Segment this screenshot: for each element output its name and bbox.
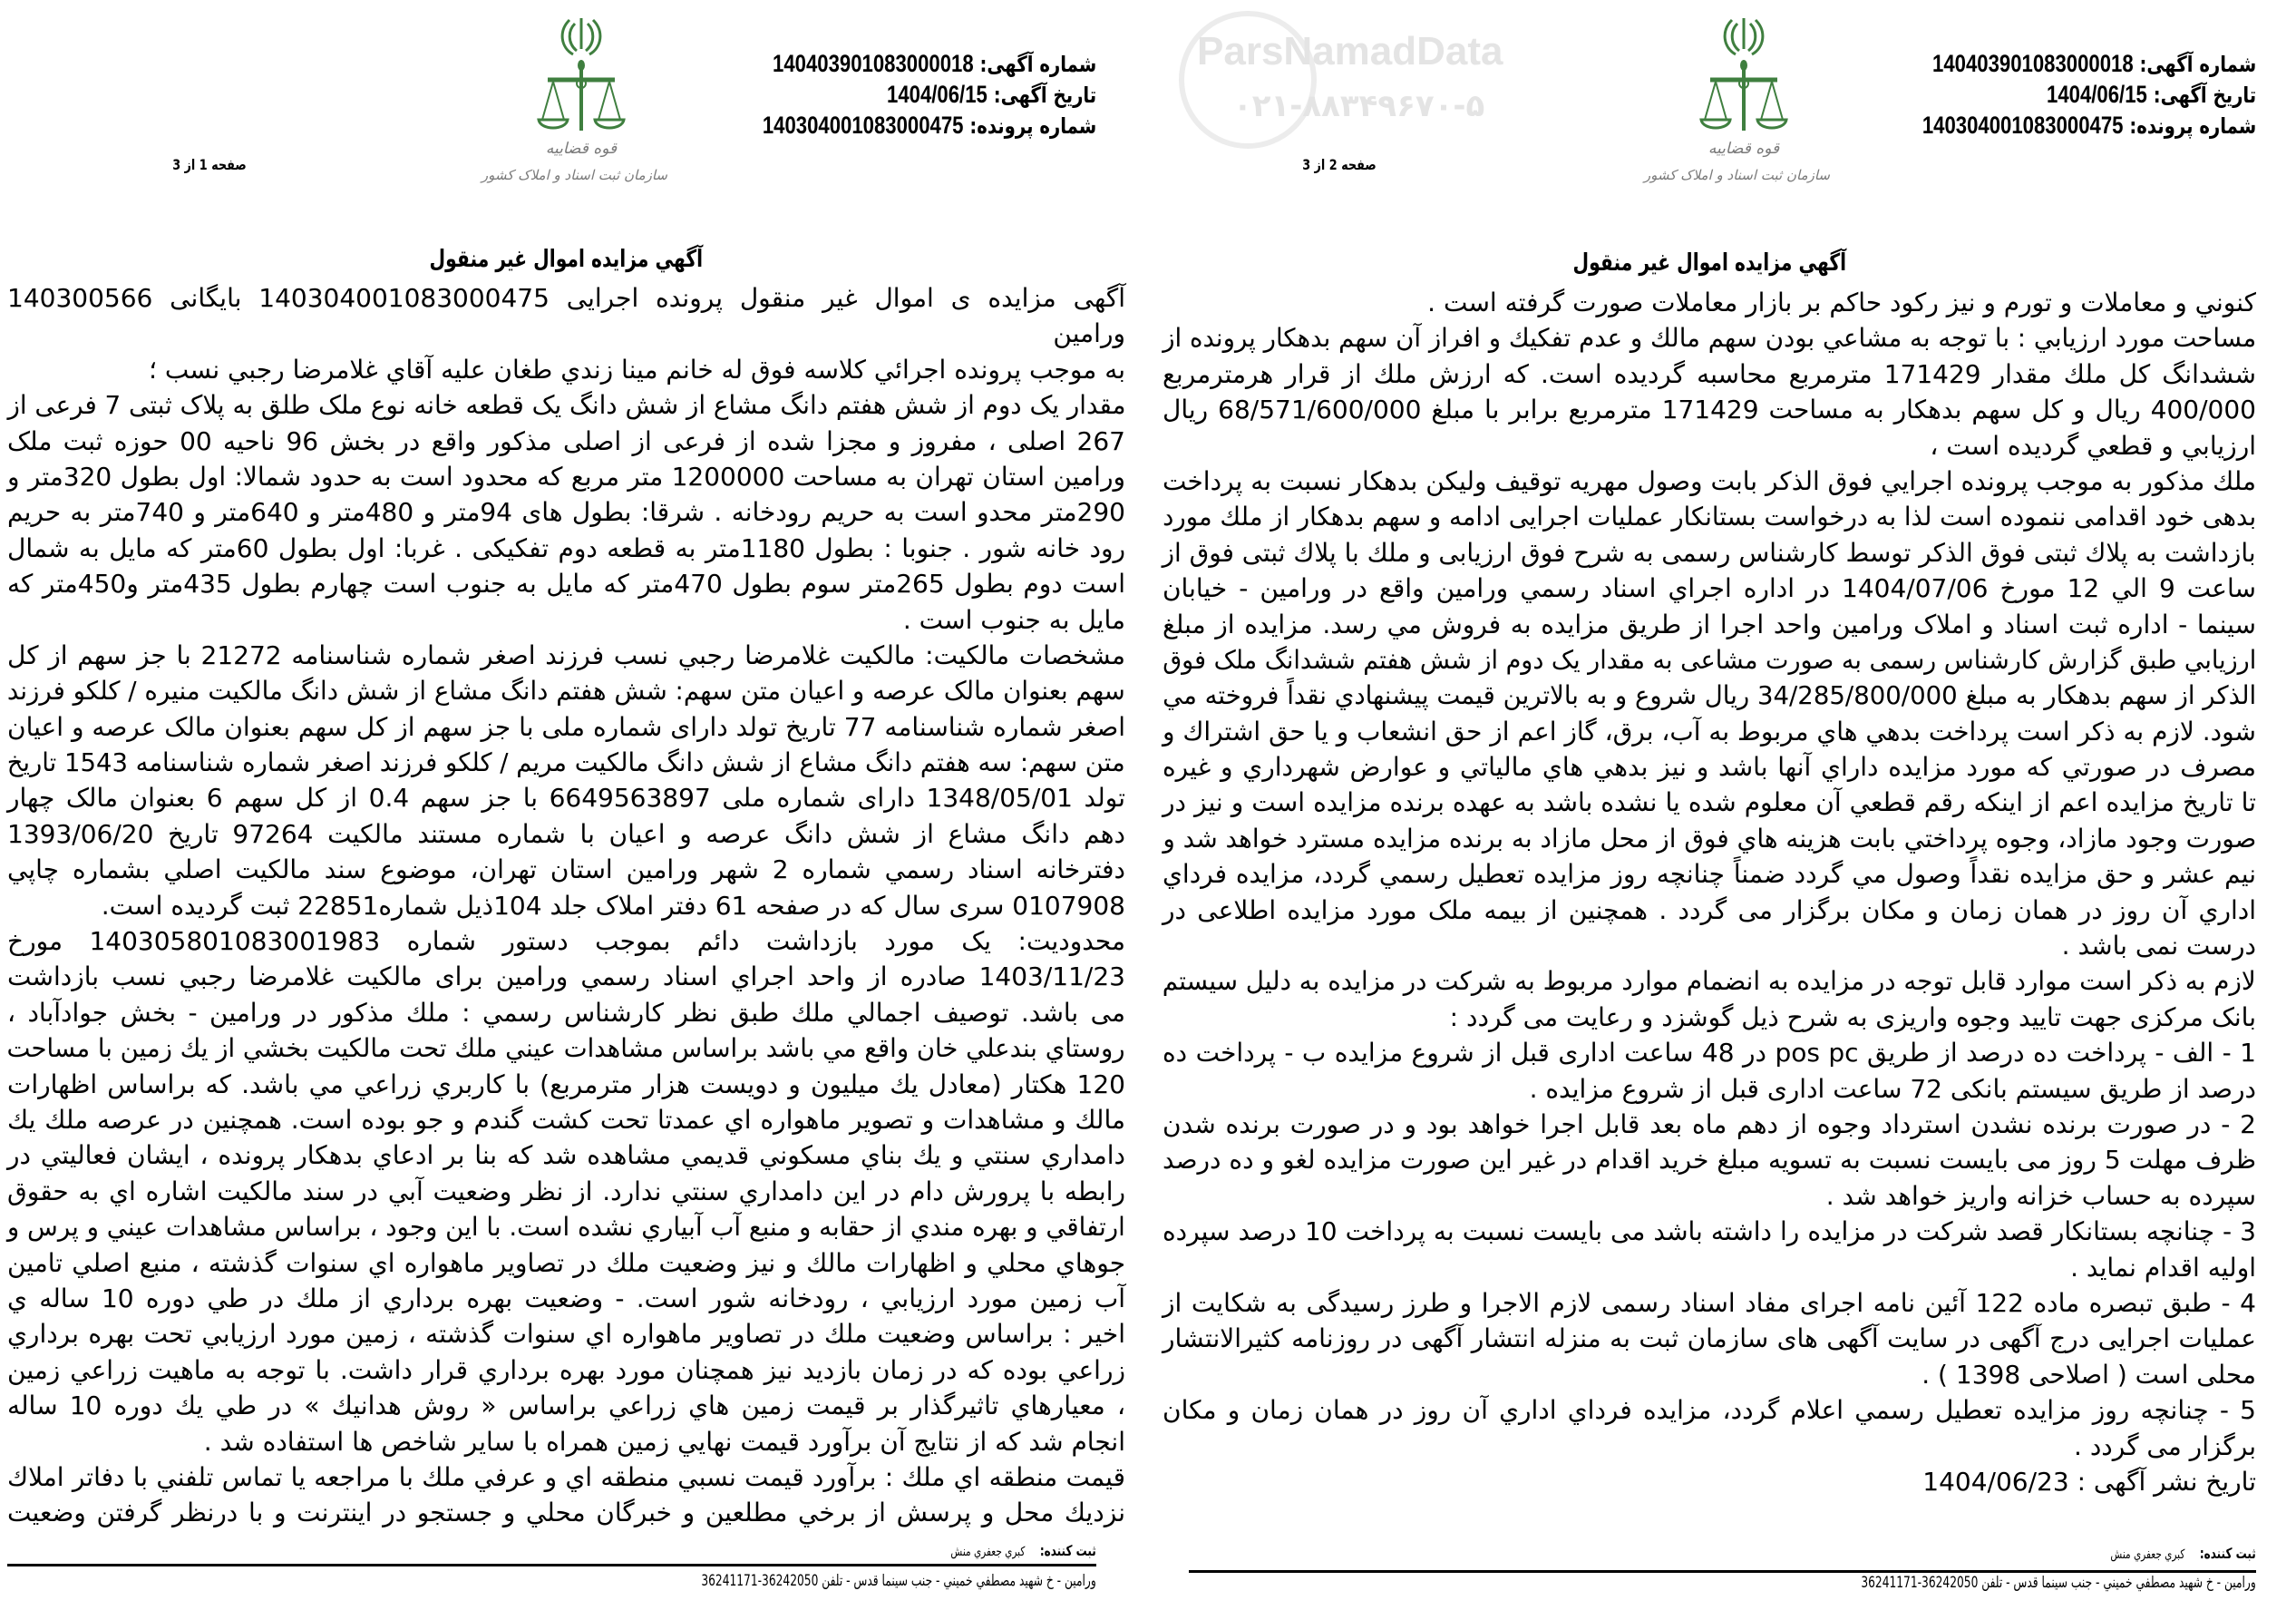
text-line <box>7 494 1125 530</box>
text-line-content: سپرده به حساب خزانه واريز خواهد شد . <box>1825 1180 2256 1211</box>
text-line-content: 3 - چنانچه بستانكار قصد شركت در مزايده را داشته باشد می بايست نسبت به پرداخت 10 درصد سپرده <box>1163 1216 2256 1247</box>
footer-divider <box>7 1564 1096 1566</box>
text-line-content: درست نمی باشد . <box>2061 931 2256 961</box>
text-line-content: تا تاريخ مزايده اعم از اينكه رقم قطعي آن معلوم شده يا نشده باشد به عهده برنده مزايده است و نيز در <box>1163 787 2256 818</box>
text-line-content: ششدانگ كل ملك مقدار 171429 مترمربع محاسبه گرديده است. كه ارزش ملك از قرار هرمترمربع <box>1163 358 2256 389</box>
case-number-label: شماره پرونده: <box>2129 113 2256 139</box>
logo-text-judiciary: قوه قضاییه <box>1707 140 1780 158</box>
text-line <box>1163 749 2256 785</box>
text-line-content: 2 - در صورت برنده نشدن استرداد وجوه از دهم ماه بعد قابل اجرا خواهد بود و در صورت برنده شدن <box>1163 1108 2256 1139</box>
text-line <box>1163 607 2256 642</box>
text-line-content: می باشد. توصيف اجمالي ملك طبق نظر كارشناس رسمي : ملك مذكور در ورامين - بخش جوادآباد ، <box>7 997 1125 1028</box>
page-number: صفحه 1 از 3 <box>172 156 247 173</box>
case-number-label: شماره پرونده: <box>969 113 1096 139</box>
text-line <box>1163 678 2256 713</box>
text-line <box>1163 1142 2256 1177</box>
text-line <box>1163 714 2256 749</box>
text-line-content: كنوني و معاملات و تورم و نيز ركود حاكم بر بازار معاملات صورت گرفته است . <box>1427 288 2256 317</box>
text-line-content: اوليه اقدام نمايد . <box>2070 1252 2256 1283</box>
text-line-content: به موجب پرونده اجرائي كلاسه فوق له خانم مينا زندي طغان عليه آقاي غلامرضا رجبي نسب ؛ <box>149 354 1125 385</box>
text-line-content: سهم بعنوان مالک عرصه و اعیان متن سهم: شش هفتم دانگ مشاع از شش دانگ مالکیت منیره / کلکو فرزند <box>7 676 1125 707</box>
logo-text-registration-org: سازمان ثبت اسناد و املاک کشور <box>1643 167 1830 183</box>
text-line-content: بدهی خود اقدامی ننموده است لذا به درخواست بستانكار عمليات اجرايی ادامه و سهم بدهكار از ملك مورد <box>1163 502 2256 532</box>
text-line-content: ارتفاقي و بهره مندي از حقابه و منبع آب آبياري نشده است. با اين وجود ، براساس مشاهدات عيني و پرس و <box>7 1212 1125 1243</box>
notice-body <box>7 280 1125 1531</box>
text-line-content: محدودیت: یک مورد بازداشت دائم بموجب دستور شماره 140305801083001983 مورخ <box>7 926 1125 957</box>
text-line <box>7 352 1125 387</box>
text-line <box>1163 928 2256 963</box>
text-line <box>1163 428 2256 464</box>
page-2 <box>1148 0 2296 1620</box>
text-line-content: نيم عشر و حق مزايده نقداً وصول مي گردد ضمناً چنانچه روز مزايده تعطيل رسمي گردد، مزايده فرداي <box>1163 859 2256 890</box>
text-line-content: مالك و مشاهدات و تصوير ماهواره اي عمدتا تحت كشت گندم و جو بوده است. همچنين در عرصه ملك يك <box>7 1104 1125 1135</box>
text-line <box>7 1137 1125 1173</box>
logo-text-judiciary: قوه قضاییه <box>545 140 618 158</box>
judiciary-logo <box>481 13 667 203</box>
notice-title <box>7 241 1125 278</box>
text-line <box>1163 320 2256 356</box>
text-line <box>1163 1392 2256 1428</box>
text-line <box>1163 1107 2256 1142</box>
text-line <box>7 316 1125 351</box>
scales-of-justice-icon <box>1658 13 1830 140</box>
text-line <box>7 280 1125 316</box>
text-line-content: ورامین استان تهران به مساحت 1200000 متر مربع که محدود است به حدود شمالا: اول بطول 320متر و <box>7 461 1125 492</box>
text-line-content: متن سهم: سه هفتم دانگ مشاع از شش دانگ مالکیت مریم / کلکو فرزند اصغر شماره شناسنامه 1543 تاریخ <box>7 747 1126 778</box>
text-line <box>1163 963 2256 999</box>
footer-divider <box>1189 1570 2256 1573</box>
text-line-content: دهم دانگ مشاع از شش دانگ عرصه و اعیان با شماره مستند مالکیت 97264 تاریخ 1393/06/20 <box>7 818 1125 849</box>
text-line <box>1163 1035 2256 1070</box>
watermark-phone: ۰۲۱-۸۸۳۴۹۶۷۰-۵ <box>1233 88 1485 124</box>
text-line <box>1163 499 2256 534</box>
text-line-content: عمليات اجرايی درج آگهی در سايت آگهی های سازمان ثبت به منزله انتشار آگهی در روزنامه كثيرالانتشار <box>1163 1323 2256 1354</box>
notice-date-label: تاریخ آگهی: <box>993 83 1096 108</box>
text-line <box>1163 571 2256 606</box>
text-line <box>7 531 1125 566</box>
text-line-content: لازم به ذكر است موارد قابل توجه در مزايده به انضمام موارد مربوط به شركت در مزايده به دليل سيستم <box>1163 966 2256 997</box>
notice-date-label: تاریخ آگهی: <box>2153 83 2256 108</box>
text-line <box>7 1495 1125 1530</box>
watermark-brand: ParsNamadData <box>1197 29 1503 73</box>
notice-title <box>1163 245 2256 281</box>
text-line-content: تولد 1348/05/01 دارای شماره ملی 6649563897 با جز سهم 0.4 از کل سهم 6 بعنوان مالک چهار <box>7 783 1125 814</box>
text-line <box>7 1245 1125 1281</box>
text-line <box>1163 356 2256 392</box>
case-number-value: 140304001083000475 <box>1921 112 2124 139</box>
text-line-content: تاريخ نشر آگهی : 1404/06/23 <box>1922 1466 2256 1497</box>
text-line <box>1163 1000 2256 1035</box>
text-line <box>7 638 1125 673</box>
text-line-content: زراعي بوده كه در زمان بازديد نيز همچنان مورد بهره برداري قرار داشت. با توجه به ماهيت زراعي زمين <box>7 1354 1125 1385</box>
notice-body <box>1163 285 2256 1499</box>
judiciary-logo <box>1643 13 1830 203</box>
text-line-content: است دوم بطول 265متر سوم بطول 470متر که مایل به جنوب است چهارم بطول 435متر و450متر که <box>6 569 1125 600</box>
text-line-content: محلی است ( اصلاحی 1398 ) . <box>1921 1359 2256 1390</box>
text-line-content: 1403/11/23 صادره از واحد اجراي اسناد رسمي ورامين برای مالكيت غلامرضا رجبي نسب بازداشت <box>7 961 1125 992</box>
text-line-content: نزديك محل و پرسش از برخي مطلعين و خبرگان محلي و جستجو در اينترنت و با درنظر گرفتن وضعيت <box>7 1498 1125 1528</box>
text-line <box>7 1459 1125 1495</box>
text-line-content: دفترخانه اسناد رسمي شماره 2 شهر ورامين استان تهران، موضوع سند مالكيت اصلي بشماره چاپي <box>7 854 1125 885</box>
text-line-content: مایل به جنوب است . <box>902 604 1125 635</box>
text-line-content: رابطه با پرورش دام در اين دامداري سنتي ندارد. از نظر وضعيت آبي در سند مالكيت اشاره اي به حقوق <box>7 1176 1125 1206</box>
text-line <box>7 1030 1125 1066</box>
text-line <box>1163 785 2256 820</box>
text-line <box>7 959 1125 994</box>
text-line-content: صورت وجود مازاد، وجوه پرداختي بابت هزينه هاي فوق از محل مازاد به برنده مزايده مسترد خواهد شد و <box>1163 823 2256 854</box>
text-line-content: اصغر شماره شناسنامه 77 تاریخ تولد دارای شماره ملی با جز سهم از کل سهم بعنوان مالک عرصه و اعیان <box>7 711 1125 742</box>
notice-number-row <box>1922 48 2256 79</box>
text-line <box>1163 1178 2256 1214</box>
notice-number-label: شماره آگهی: <box>2139 52 2256 77</box>
text-line <box>1163 392 2256 427</box>
text-line-content: سينما - اداره ثبت اسناد و املاک ورامين واحد اجرا از طريق مزايده به فروش مي رسد. مزايده از مبلغ <box>1163 609 2256 639</box>
registrar <box>2111 1545 2256 1562</box>
text-line-content: مساحت مورد ارزيابي : با توجه به مشاعي بودن سهم مالك و عدم تفكيك و افراز آن سهم بدهكار پرونده از <box>1163 323 2256 354</box>
text-line <box>7 566 1125 601</box>
text-line-content: شود. لازم به ذكر است پرداخت بدهي هاي مربوط به آب، برق، گاز اعم از حق انشعاب و يا حق اشتراك و <box>1163 716 2256 747</box>
text-line <box>1163 1285 2256 1321</box>
scales-of-justice-icon <box>495 13 667 140</box>
text-line-content: ارزيابي و قطعي گرديده است ، <box>1930 430 2256 461</box>
text-line <box>7 816 1125 852</box>
text-line <box>1163 821 2256 856</box>
text-line <box>1163 1321 2256 1356</box>
text-line <box>7 1067 1125 1102</box>
text-line <box>1163 642 2256 678</box>
text-line <box>7 1209 1125 1244</box>
text-line <box>1163 1250 2256 1285</box>
text-line-content: درصد از طريق سيستم بانكی 72 ساعت اداری قبل از شروع مزايده . <box>1529 1073 2256 1104</box>
text-line-content: اخير : براساس وضعيت ملك در تصاوير ماهواره اي سنوات گذشته ، زمين مورد ارزيابي تحت بهره برداري <box>7 1319 1125 1350</box>
text-line-content: ساعت 9 الي 12 مورخ 1404/07/06 در اداره اجراي اسناد رسمي ورامين واقع در ورامين - خيابان <box>1162 573 2256 604</box>
notice-number-label: شماره آگهی: <box>979 52 1096 77</box>
page-number: صفحه 2 از 3 <box>1302 156 1377 173</box>
text-line <box>7 673 1125 708</box>
text-line-content: 5 - چنانچه روز مزايده تعطيل رسمي اعلام گردد، مزايده فرداي اداري آن روز در همان زمان و مكان <box>1163 1395 2256 1426</box>
text-line-content: ، معيارهاي تاثيرگذار بر قيمت زمين هاي زراعي براساس « روش هدانيك » در طي يك دوره 10 ساله <box>7 1391 1125 1421</box>
text-line-content: آب زمين مورد ارزيابي ، رودخانه شور است. - وضعيت بهره برداري از ملك در طي دوره 10 ساله ي <box>7 1283 1125 1313</box>
text-line <box>7 1316 1125 1352</box>
text-line-content: ورامین <box>1053 318 1125 349</box>
text-line <box>1163 1429 2256 1464</box>
text-line <box>7 709 1125 745</box>
notice-title-text: آگهي مزايده اموال غير منقول <box>1572 249 1846 277</box>
notice-date-row <box>1922 79 2256 110</box>
text-line-content: 400/000 ريال و كل سهم بدهكار به مساحت 171429 مترمربع برابر با مبلغ 68/571/600/000 ريال <box>1162 395 2256 425</box>
notice-number-value: 140403901083000018 <box>772 50 974 77</box>
notice-number-value: 140403901083000018 <box>1931 50 2134 77</box>
text-line <box>7 995 1125 1030</box>
text-line-content: 1 - الف - پرداخت ده درصد از طريق pos pc در 48 ساعت اداری قبل از شروع مزايده ب - پرداخت ده <box>1163 1038 2256 1069</box>
text-line <box>1163 1464 2256 1499</box>
text-line-content: آگهی مزایده ی اموال غیر منقول پرونده اجرایی 140304001083000475 بایگانی 140300566 <box>7 283 1125 313</box>
text-line-content: جوهاي محلي و اظهارات مالك و نيز وضعيت ملك در تصاوير ماهواره اي سنوات گذشته ، منبع اصلي تامين <box>7 1247 1125 1278</box>
text-line-content: ملك مذكور به موجب پرونده اجرايي فوق الذكر بابت وصول مهريه توقيف وليكن بدهكار نسبت به پرداخت <box>1163 465 2256 496</box>
text-line <box>7 1281 1125 1316</box>
text-line-content: مصرف در صورتي كه مورد مزايده داراي آنها باشد و نيز بدهي هاي مالياتي و عوارض شهرداري و غيره <box>1163 752 2256 783</box>
text-line <box>7 1102 1125 1137</box>
case-number-row <box>1922 110 2256 141</box>
notice-number-row <box>763 48 1096 79</box>
text-line <box>7 1174 1125 1209</box>
text-line-content: برگزار می گردد . <box>2074 1430 2256 1461</box>
registrar-label: ثبت کننده: <box>2200 1545 2256 1562</box>
text-line <box>1163 464 2256 499</box>
text-line-content: بازداشت به پلاك ثبتی فوق الذكر توسط كارشناس رسمی به شرح فوق ارزيابی و ملك با پلاك ثبتی فوق از <box>1163 537 2256 568</box>
text-line-content: مشخصات مالکیت: مالکیت غلامرضا رجبي نسب فرزند اصغر شماره شناسنامه 21272 با جز سهم از کل <box>6 639 1125 670</box>
text-line-content: 267 اصلی ، مفروز و مجزا شده از فرعی از اصلی مذکور واقع در بخش 96 ناحیه 00 حوزه ثبت ملک <box>7 425 1125 456</box>
text-line-content: 0107908 سری سال که در صفحه 61 دفتر املاک جلد 104ذیل شماره22851 ثبت گردیده است. <box>101 890 1125 921</box>
text-line <box>7 1424 1125 1459</box>
notice-header <box>1849 48 2256 141</box>
text-line-content: قيمت منطقه اي ملك : برآورد قيمت نسبي منطقه اي و عرفي ملك با مراجعه يا تماس تلفني با دفاتر املاك <box>7 1461 1125 1492</box>
notice-title-text: آگهي مزايده اموال غير منقول <box>429 246 704 273</box>
text-line <box>1163 893 2256 928</box>
notice-header <box>689 48 1096 141</box>
registrar-label: ثبت کننده: <box>1040 1542 1096 1559</box>
text-line-content: 4 - طبق تبصره ماده 122 آئين نامه اجرای مفاد اسناد رسمی لازم الاجرا و طرز رسيدگی به شكايت از <box>1163 1287 2256 1318</box>
case-number-value: 140304001083000475 <box>762 112 964 139</box>
text-line <box>7 852 1125 887</box>
text-line-content: 120 هكتار (معادل يك ميليون و دويست هزار مترمربع) با كاربري زراعي مي باشد. كه براساس اظهارات <box>7 1069 1125 1099</box>
text-line <box>7 745 1125 780</box>
text-line <box>1163 856 2256 892</box>
text-line-content: انجام شد كه از نتايج آن برآورد قيمت نهايي زمين همراه با ساير شاخص ها استفاده شد . <box>203 1426 1125 1457</box>
registrar-name: کبري جعفري منش <box>950 1545 1026 1559</box>
text-line-content: بانک مركزی جهت تاييد وجوه واريزی به شرح ذيل گوشزد و رعايت می گردد : <box>1449 1001 2256 1032</box>
text-line-content: الذكر از سهم بدهكار به مبلغ 34/285/800/000 ريال شروع و به بالاترين قيمت پيشنهادي نقداً فروخته مي <box>1163 680 2256 711</box>
text-line-content: مقدار یک دوم از شش هفتم دانگ مشاع از شش دانگ یک قطعه خانه نوع ملک طلق به پلاک ثبتی 7 فرعی از <box>7 390 1125 421</box>
text-line <box>7 780 1125 815</box>
office-address: ورامين - خ شهيد مصطفي خميني - جنب سينما قدس - تلفن 36242050-36241171 <box>701 1572 1096 1590</box>
text-line-content: اداري آن روز در همان زمان و مكان برگزار می گردد . همچنين از بيمه ملک مورد مزايده اطلاعی در <box>1163 894 2256 925</box>
text-line-content: ارزيابي طبق گزارش كارشناس رسمی به صورت مشاعی به مقدار يک دوم از شش هفتم ششدانگ ملک فوق <box>1163 644 2256 675</box>
text-line-content: ظرف مهلت 5 روز می بايست نسبت به تسويه مبلغ خريد اقدام در غير اين صورت مزايده لغو و ده درصد <box>1163 1145 2256 1176</box>
text-line <box>1163 535 2256 571</box>
text-line-content: روستاي بندعلي خان واقع مي باشد براساس مشاهدات عيني ملك تحت مالكيت بخشي از يك زمين با مساحت <box>7 1033 1125 1064</box>
text-line <box>1163 1357 2256 1392</box>
logo-text-registration-org: سازمان ثبت اسناد و املاک کشور <box>481 167 667 183</box>
text-line <box>1163 285 2256 320</box>
text-line-content: 290متر محدو است به حریم رودخانه . شرقا: بطول های 94متر و 480متر و 640متر و 740متر به حریم <box>6 497 1125 528</box>
text-line <box>1163 1214 2256 1249</box>
text-line-content: دامداري سنتي و يك بناي مسكوني قديمي مشاهده شد كه بنا بر ادعاي بدهكار پرونده ، ايشان فعاليتي در <box>7 1140 1125 1171</box>
text-line <box>7 923 1125 959</box>
text-line <box>7 459 1125 494</box>
text-line <box>7 424 1125 459</box>
text-line <box>1163 1071 2256 1107</box>
text-line <box>7 888 1125 923</box>
text-line <box>7 602 1125 638</box>
text-line <box>7 387 1125 423</box>
text-line <box>7 1352 1125 1388</box>
text-line <box>7 1388 1125 1423</box>
registrar <box>951 1542 1096 1559</box>
text-line-content: رود خانه شور . جنوبا : بطول 1180متر به قطعه دوم تفکیکی . غربا: اول بطول 60متر که مایل به شمال <box>6 532 1125 563</box>
case-number-row <box>763 110 1096 141</box>
notice-date-value: 1404/06/15 <box>2046 81 2147 108</box>
notice-date-value: 1404/06/15 <box>886 81 987 108</box>
notice-date-row <box>763 79 1096 110</box>
registrar-name: کبري جعفري منش <box>2110 1547 2185 1562</box>
office-address: ورامين - خ شهيد مصطفي خميني - جنب سينما قدس - تلفن 36242050-36241171 <box>1861 1574 2256 1592</box>
